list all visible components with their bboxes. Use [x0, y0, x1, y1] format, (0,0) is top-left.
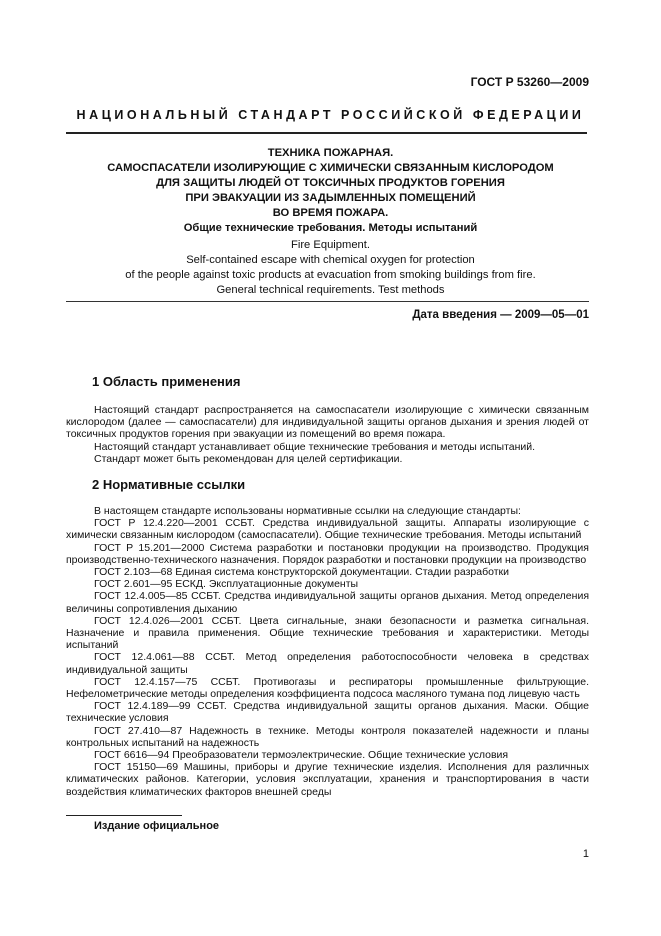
page-number: 1: [582, 848, 589, 860]
paragraph: Настоящий стандарт распространяется на самоспасатели изолирующие с химически связанным кислородом (далее — самоспасатели) для индивидуальной защиты органов дыхания и зрения людей от токсичных продуктов горения при эвакуации из помещений во время пожара.: [66, 404, 589, 441]
reference-item: ГОСТ 12.4.157—75 ССБТ. Противогазы и респираторы промышленные фильтрующие. Нефелометрические методы определения коэффициента подсоса масляного тумана под лицевую часть: [66, 675, 589, 701]
paragraph: В настоящем стандарте использованы нормативные ссылки на следующие стандарты:: [94, 505, 521, 517]
title-line: САМОСПАСАТЕЛИ ИЗОЛИРУЮЩИЕ С ХИМИЧЕСКИ СВЯЗАННЫМ КИСЛОРОДОМ: [107, 162, 554, 174]
english-title-line: General technical requirements. Test methods: [216, 284, 445, 296]
section-heading: 2 Нормативные ссылки: [92, 477, 246, 492]
english-title: [66, 238, 595, 298]
title-line: ВО ВРЕМЯ ПОЖАРА.: [272, 207, 389, 219]
reference-item: ГОСТ Р 12.4.220—2001 ССБТ. Средства индивидуальной защиты. Аппараты изолирующие с химически связанным кислородом (самоспасатели). Общие технические требования. Методы испытаний: [66, 517, 589, 542]
banner-rule: [66, 132, 587, 134]
paragraph: Настоящий стандарт устанавливает общие технические требования и методы испытаний.: [94, 440, 536, 453]
reference-item: ГОСТ 27.410—87 Надежность в технике. Методы контроля показателей надежности и планы контрольных испытаний на надежность: [66, 724, 589, 749]
reference-item: ГОСТ 15150—69 Машины, приборы и другие технические изделия. Исполнения для различных климатических районов. Категории, условия эксплуатации, хранения и транспортирования в части воздействия климатических факторов внешней среды: [66, 761, 589, 798]
title-divider: [66, 301, 589, 302]
section-heading: 1 Область применения: [92, 374, 241, 389]
english-title-line: Self-contained escape with chemical oxygen for protection: [186, 254, 475, 266]
english-title-line: of the people against toxic products at evacuation from smoking buildings from fire.: [125, 269, 536, 281]
reference-item: ГОСТ 2.601—95 ЕСКД. Эксплуатационные документы: [94, 578, 359, 591]
document-id: ГОСТ Р 53260—2009: [470, 75, 589, 89]
title-subtitle: Общие технические требования. Методы испытаний: [183, 222, 478, 234]
official-edition-label: Издание официальное: [94, 820, 220, 832]
title-line: ДЛЯ ЗАЩИТЫ ЛЮДЕЙ ОТ ТОКСИЧНЫХ ПРОДУКТОВ ГОРЕНИЯ: [156, 177, 505, 189]
reference-item: ГОСТ 12.4.005—85 ССБТ. Средства индивидуальной защиты органов дыхания. Метод определения величины сопротивления дыханию: [66, 590, 589, 615]
title-line: ПРИ ЭВАКУАЦИИ ИЗ ЗАДЫМЛЕННЫХ ПОМЕЩЕНИЙ: [185, 192, 476, 204]
english-title-line: Fire Equipment.: [291, 239, 370, 251]
reference-item: ГОСТ 12.4.026—2001 ССБТ. Цвета сигнальные, знаки безопасности и разметка сигнальная. Назначение и правила применения. Общие технические требования и характеристики. Методы испытаний: [66, 614, 589, 652]
reference-item: ГОСТ 2.103—68 Единая система конструкторской документации. Стадии разработки: [94, 566, 509, 579]
reference-item: ГОСТ Р 15.201—2000 Система разработки и постановки продукции на производство. Продукция производственно-технического назначения. Порядок разработки и постановки продукции на производство: [66, 541, 589, 566]
paragraph: Стандарт может быть рекомендован для целей сертификации.: [94, 452, 403, 465]
reference-item: ГОСТ 12.4.189—99 ССБТ. Средства индивидуальной защиты органов дыхания. Маски. Общие технические условия: [66, 700, 589, 725]
russian-title: [66, 146, 595, 236]
footnote-rule: [66, 815, 182, 816]
reference-item: ГОСТ 6616—94 Преобразователи термоэлектрические. Общие технические условия: [94, 749, 509, 762]
title-line: ТЕХНИКА ПОЖАРНАЯ.: [267, 147, 394, 159]
section-scope: [66, 374, 589, 465]
reference-item: ГОСТ 12.4.061—88 ССБТ. Метод определения работоспособности человека в средствах индивидуальной защиты: [66, 651, 589, 676]
section-normative-references: [66, 477, 589, 798]
national-standard-banner: НАЦИОНАЛЬНЫЙ СТАНДАРТ РОССИЙСКОЙ ФЕДЕРАЦИИ: [76, 108, 585, 122]
introduction-date: Дата введения — 2009—05—01: [412, 309, 589, 321]
